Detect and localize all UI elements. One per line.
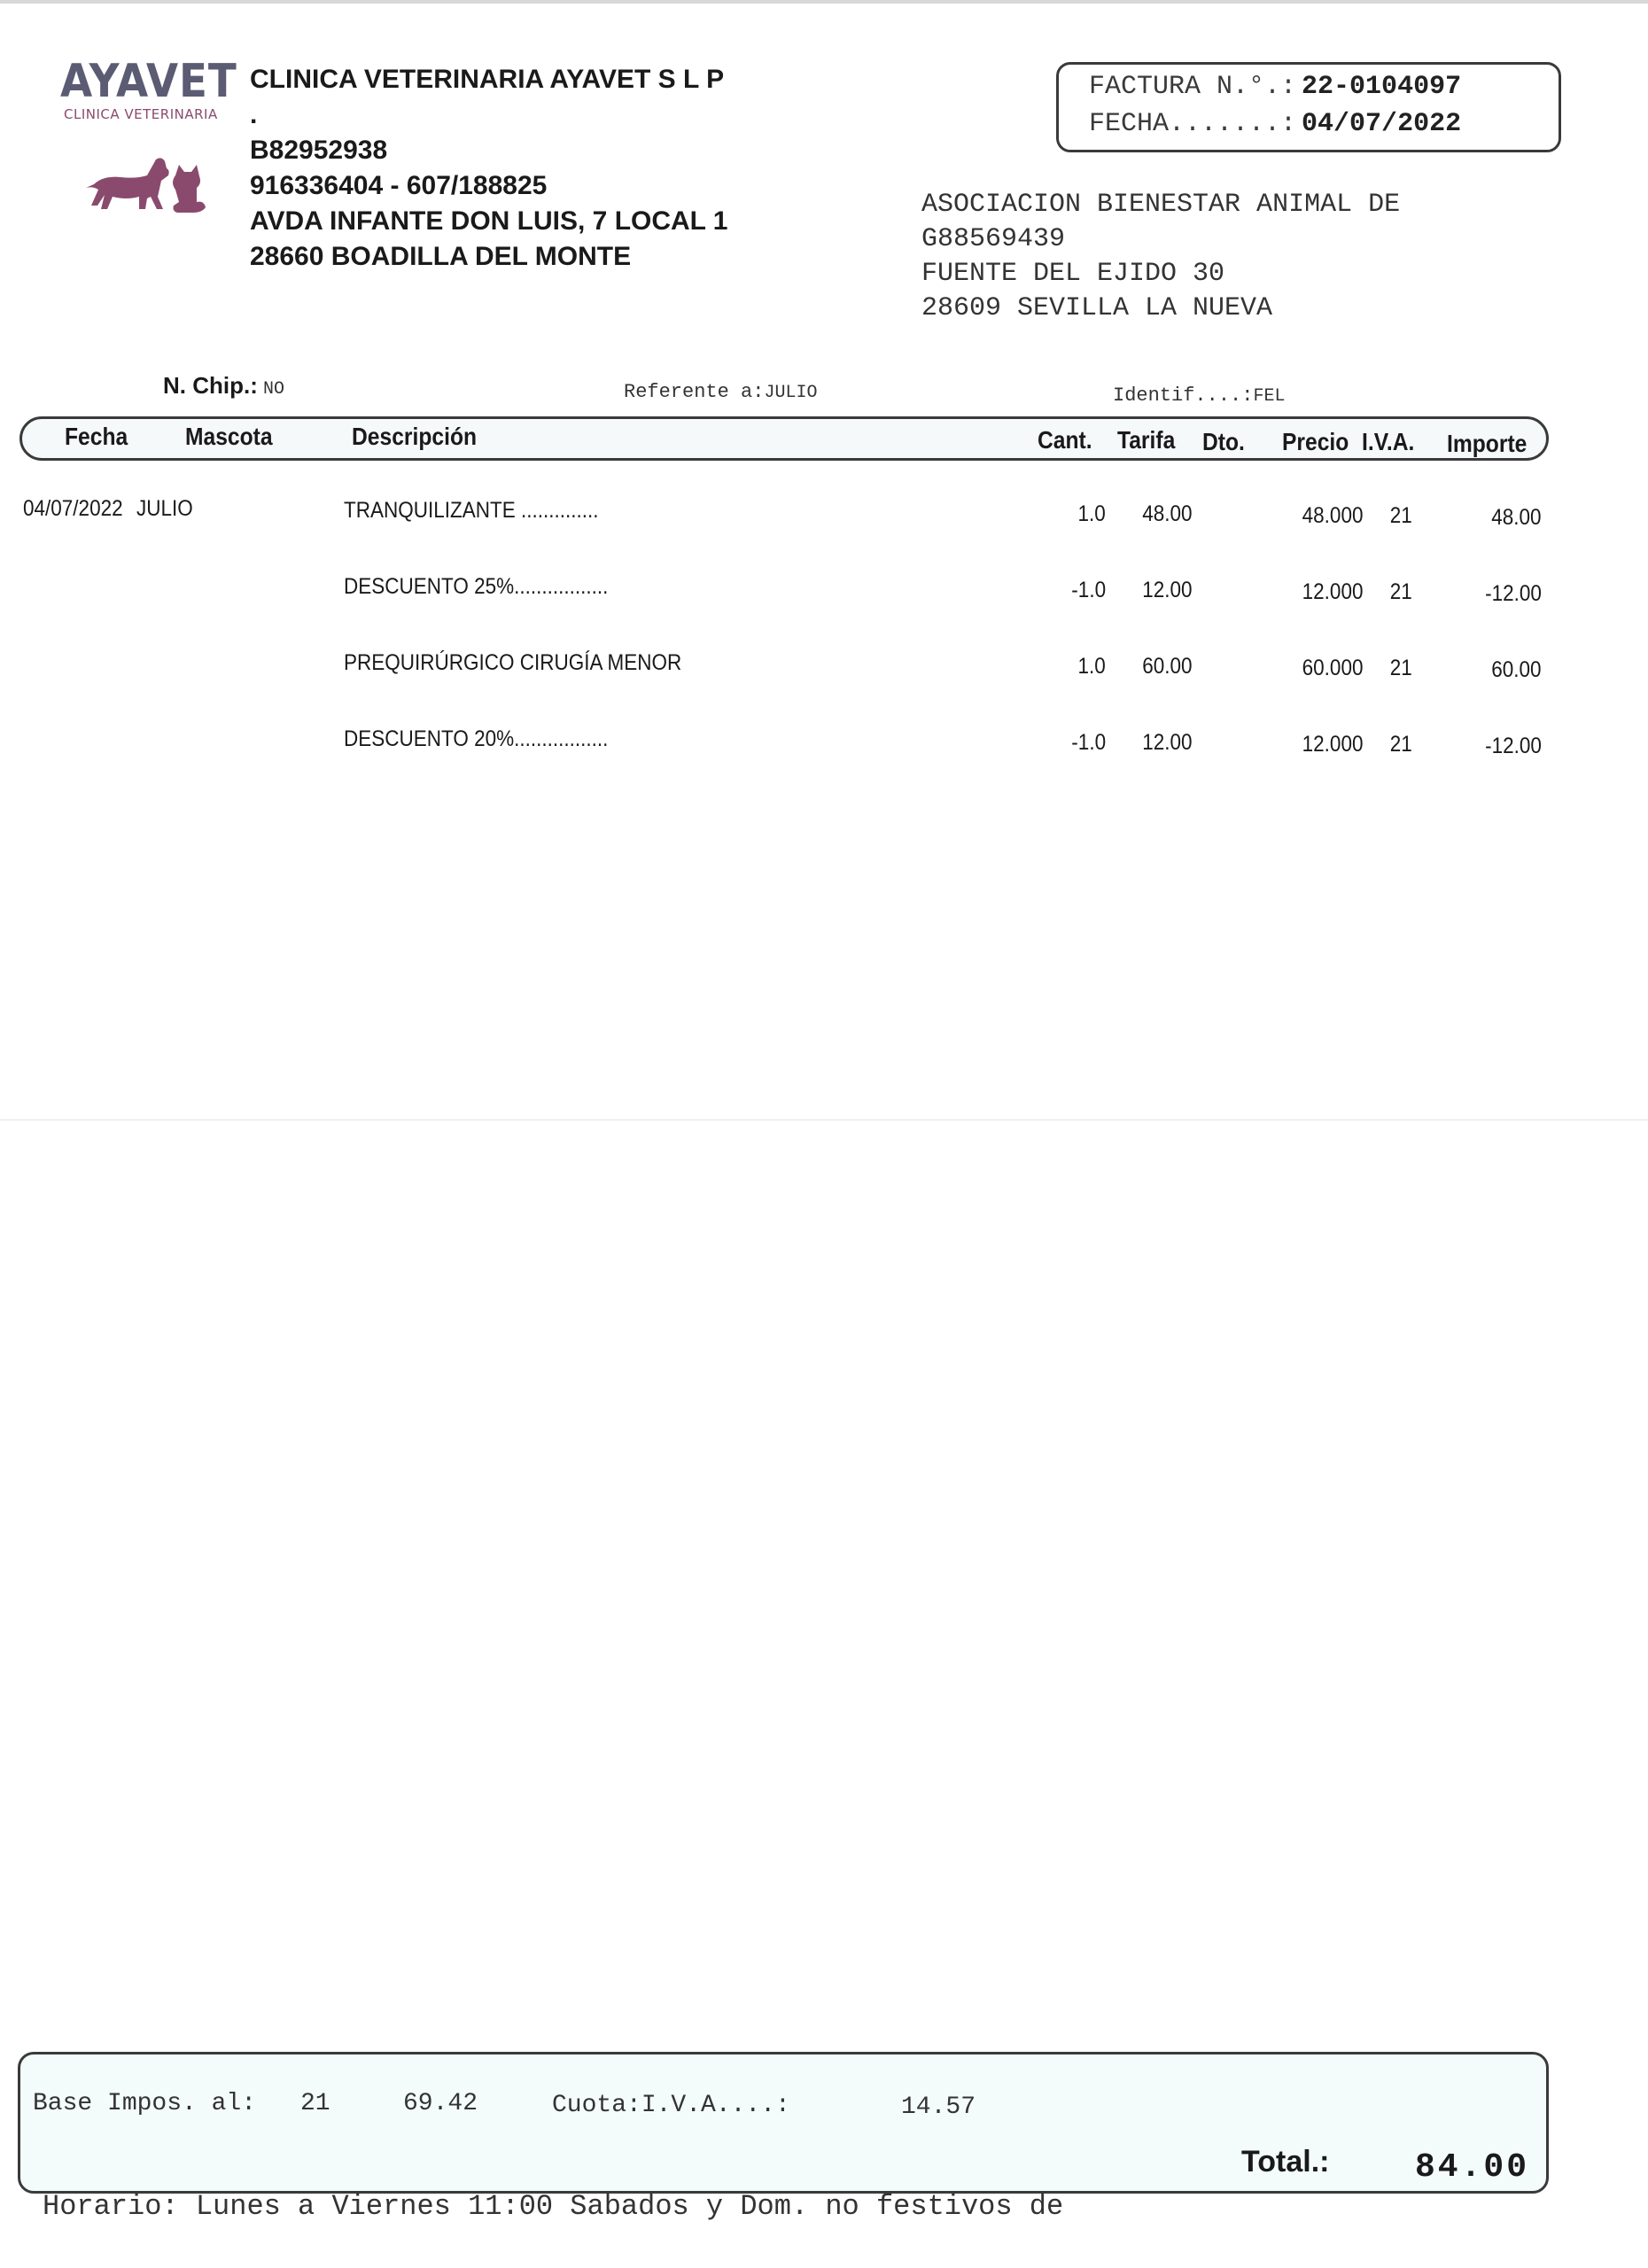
chip-value: NO xyxy=(263,379,285,400)
row-precio: 12.000 xyxy=(1302,579,1363,604)
clinic-address: AVDA INFANTE DON LUIS, 7 LOCAL 1 xyxy=(250,206,728,236)
cuota-iva-label: Cuota:I.V.A....: xyxy=(552,2092,790,2119)
invoice-number-row xyxy=(1089,72,1461,102)
table-header xyxy=(19,416,1549,461)
col-dto: Dto. xyxy=(1202,428,1245,455)
row-tarifa: 12.00 xyxy=(1142,578,1193,602)
row-descripcion: PREQUIRÚRGICO CIRUGÍA MENOR xyxy=(344,650,682,675)
row-importe: -12.00 xyxy=(1485,581,1542,606)
clinic-logo xyxy=(60,55,237,170)
identif-field xyxy=(1113,383,1285,407)
referente-label: Referente a: xyxy=(624,381,765,403)
table-row xyxy=(0,649,1648,684)
base-imponible-rate: 21 xyxy=(300,2090,330,2117)
row-iva: 21 xyxy=(1389,579,1412,604)
col-descripcion: Descripción xyxy=(352,423,478,450)
clinic-dot: . xyxy=(250,100,258,129)
row-cant: 1.0 xyxy=(1077,501,1106,526)
total-value: 84.00 xyxy=(1415,2148,1530,2186)
col-cant: Cant. xyxy=(1038,426,1092,454)
referente-field xyxy=(624,379,817,403)
col-fecha: Fecha xyxy=(65,423,128,450)
identif-label: Identif....: xyxy=(1113,384,1254,407)
clinic-city: 28660 BOADILLA DEL MONTE xyxy=(250,242,632,271)
row-iva: 21 xyxy=(1389,732,1412,757)
chip-field xyxy=(163,372,284,400)
row-precio: 60.000 xyxy=(1302,656,1363,680)
table-row xyxy=(0,572,1648,608)
table-row xyxy=(0,725,1648,760)
row-cant: -1.0 xyxy=(1071,730,1106,755)
invoice-number-box xyxy=(1056,62,1561,152)
row-precio: 12.000 xyxy=(1302,732,1363,757)
col-importe: Importe xyxy=(1447,430,1528,457)
row-iva: 21 xyxy=(1389,503,1412,528)
identif-value: FEL xyxy=(1253,386,1286,407)
base-imponible-value: 69.42 xyxy=(403,2090,478,2117)
cuota-iva-value: 14.57 xyxy=(901,2093,976,2121)
row-tarifa: 60.00 xyxy=(1142,654,1193,679)
row-descripcion: DESCUENTO 20%................. xyxy=(344,726,609,751)
totals-box xyxy=(18,2052,1549,2194)
clinic-cif: B82952938 xyxy=(250,136,388,165)
row-cant: 1.0 xyxy=(1077,654,1106,679)
clinic-info xyxy=(250,62,728,275)
invoice-number: 22-0104097 xyxy=(1302,72,1462,102)
page-top-edge xyxy=(0,0,1648,4)
row-importe: 48.00 xyxy=(1491,505,1542,530)
customer-block xyxy=(921,188,1400,326)
clinic-name: CLINICA VETERINARIA AYAVET S L P xyxy=(250,65,725,94)
row-precio: 48.000 xyxy=(1302,503,1363,528)
horario-text: Horario: Lunes a Viernes 11:00 Sabados y Dom. no festivos de xyxy=(43,2190,1064,2223)
invoice-date-label: FECHA.......: xyxy=(1089,109,1297,139)
base-imponible-label: Base Impos. al: xyxy=(33,2090,257,2117)
logo-subtitle: CLINICA VETERINARIA xyxy=(64,106,218,122)
col-tarifa: Tarifa xyxy=(1117,426,1176,454)
dog-cat-icon xyxy=(78,122,211,220)
clinic-phones: 916336404 - 607/188825 xyxy=(250,171,548,200)
row-iva: 21 xyxy=(1389,656,1412,680)
invoice-date: 04/07/2022 xyxy=(1302,109,1462,139)
customer-city: 28609 SEVILLA LA NUEVA xyxy=(921,293,1273,323)
row-cant: -1.0 xyxy=(1071,578,1106,602)
referente-value: JULIO xyxy=(764,383,818,403)
row-importe: 60.00 xyxy=(1491,657,1542,682)
row-tarifa: 12.00 xyxy=(1142,730,1193,755)
col-iva: I.V.A. xyxy=(1362,428,1415,455)
row-tarifa: 48.00 xyxy=(1142,501,1193,526)
row-descripcion: TRANQUILIZANTE .............. xyxy=(344,498,599,523)
customer-name: ASOCIACION BIENESTAR ANIMAL DE xyxy=(921,190,1401,220)
chip-label: N. Chip.: xyxy=(163,372,258,399)
row-mascota: JULIO xyxy=(136,496,193,521)
row-importe: -12.00 xyxy=(1485,734,1542,758)
row-fecha: 04/07/2022 xyxy=(23,496,123,521)
col-mascota: Mascota xyxy=(185,423,273,450)
table-row xyxy=(0,496,1648,532)
row-descripcion: DESCUENTO 25%................. xyxy=(344,574,609,599)
invoice-number-label: FACTURA N.°.: xyxy=(1089,72,1297,102)
customer-address: FUENTE DEL EJIDO 30 xyxy=(921,259,1225,289)
total-label: Total.: xyxy=(1241,2145,1330,2179)
logo-wordmark: AYAVET xyxy=(60,55,237,108)
col-precio: Precio xyxy=(1282,428,1349,455)
paper-fold-line xyxy=(0,1119,1648,1121)
customer-nif: G88569439 xyxy=(921,224,1066,254)
invoice-date-row xyxy=(1089,109,1461,139)
